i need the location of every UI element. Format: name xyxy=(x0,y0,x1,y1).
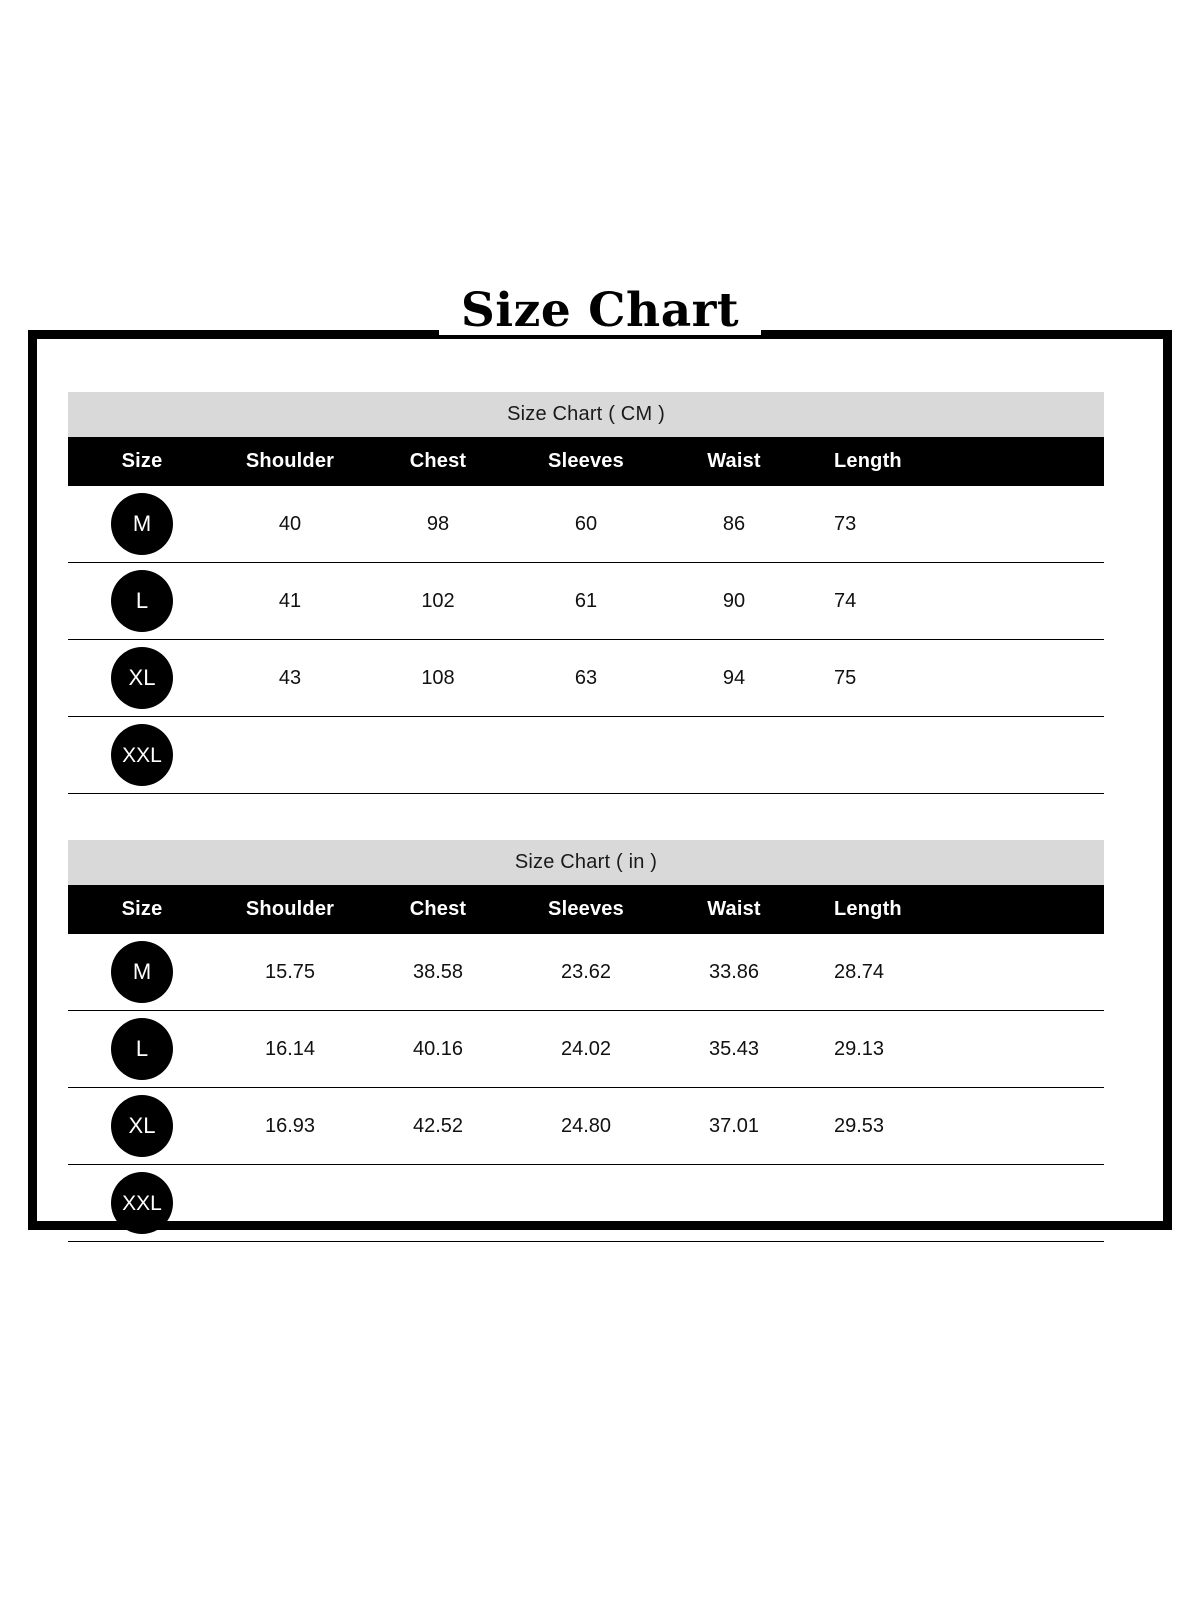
column-header-spacer xyxy=(956,885,1104,934)
table-row xyxy=(68,563,1104,640)
cell-waist: 90 xyxy=(660,563,808,640)
size-badge: XXL xyxy=(111,724,173,786)
page-title-wrap xyxy=(0,283,1200,338)
cell-length: 29.53 xyxy=(808,1088,956,1165)
cell-size xyxy=(68,934,216,1011)
cell-sleeves: 63 xyxy=(512,640,660,717)
cell-size xyxy=(68,486,216,563)
table-band-row xyxy=(68,392,1104,437)
cell-chest: 42.52 xyxy=(364,1088,512,1165)
cell-spacer xyxy=(956,717,1104,794)
cell-shoulder: 43 xyxy=(216,640,364,717)
cell-sleeves: 24.80 xyxy=(512,1088,660,1165)
table-row xyxy=(68,717,1104,794)
cell-chest xyxy=(364,1165,512,1242)
table-band-label: Size Chart ( in ) xyxy=(68,840,1104,885)
cell-length: 73 xyxy=(808,486,956,563)
cell-waist: 86 xyxy=(660,486,808,563)
cell-shoulder: 41 xyxy=(216,563,364,640)
cell-sleeves: 23.62 xyxy=(512,934,660,1011)
column-header-sleeves: Sleeves xyxy=(512,885,660,934)
cell-chest: 98 xyxy=(364,486,512,563)
cell-waist: 94 xyxy=(660,640,808,717)
cell-shoulder xyxy=(216,717,364,794)
cell-length: 75 xyxy=(808,640,956,717)
cell-length xyxy=(808,1165,956,1242)
cell-sleeves xyxy=(512,717,660,794)
cell-waist xyxy=(660,1165,808,1242)
tables-container xyxy=(68,392,1104,1242)
size-badge: M xyxy=(111,941,173,1003)
cell-waist: 33.86 xyxy=(660,934,808,1011)
tables-gap xyxy=(68,794,1104,840)
cell-length: 28.74 xyxy=(808,934,956,1011)
cell-size xyxy=(68,640,216,717)
table-band-label: Size Chart ( CM ) xyxy=(68,392,1104,437)
table-row xyxy=(68,1011,1104,1088)
size-badge: XXL xyxy=(111,1172,173,1234)
cell-waist: 35.43 xyxy=(660,1011,808,1088)
column-header-length: Length xyxy=(808,437,956,486)
cell-waist xyxy=(660,717,808,794)
column-header-length: Length xyxy=(808,885,956,934)
column-header-waist: Waist xyxy=(660,885,808,934)
cell-shoulder: 40 xyxy=(216,486,364,563)
column-header-spacer xyxy=(956,437,1104,486)
column-header-waist: Waist xyxy=(660,437,808,486)
table-body-in xyxy=(68,934,1104,1242)
column-header-size: Size xyxy=(68,885,216,934)
column-header-size: Size xyxy=(68,437,216,486)
cell-chest: 38.58 xyxy=(364,934,512,1011)
cell-size xyxy=(68,1011,216,1088)
cell-spacer xyxy=(956,1165,1104,1242)
table-row xyxy=(68,640,1104,717)
size-table-cm xyxy=(68,392,1104,794)
cell-shoulder: 16.93 xyxy=(216,1088,364,1165)
cell-shoulder: 16.14 xyxy=(216,1011,364,1088)
size-table-in xyxy=(68,840,1104,1242)
cell-spacer xyxy=(956,1011,1104,1088)
cell-size xyxy=(68,563,216,640)
cell-length xyxy=(808,717,956,794)
cell-length: 29.13 xyxy=(808,1011,956,1088)
cell-chest xyxy=(364,717,512,794)
table-row xyxy=(68,1165,1104,1242)
size-table-cm-block xyxy=(68,392,1104,794)
column-header-chest: Chest xyxy=(364,437,512,486)
size-badge: L xyxy=(111,1018,173,1080)
table-row xyxy=(68,486,1104,563)
cell-chest: 108 xyxy=(364,640,512,717)
cell-spacer xyxy=(956,640,1104,717)
cell-shoulder xyxy=(216,1165,364,1242)
page-title: Size Chart xyxy=(439,286,761,335)
cell-shoulder: 15.75 xyxy=(216,934,364,1011)
size-badge: XL xyxy=(111,1095,173,1157)
cell-size xyxy=(68,1165,216,1242)
column-header-shoulder: Shoulder xyxy=(216,437,364,486)
table-row xyxy=(68,934,1104,1011)
cell-sleeves: 61 xyxy=(512,563,660,640)
cell-size xyxy=(68,1088,216,1165)
cell-sleeves: 60 xyxy=(512,486,660,563)
cell-spacer xyxy=(956,563,1104,640)
cell-chest: 40.16 xyxy=(364,1011,512,1088)
cell-spacer xyxy=(956,1088,1104,1165)
size-table-in-block xyxy=(68,840,1104,1242)
cell-sleeves xyxy=(512,1165,660,1242)
table-header-row xyxy=(68,885,1104,934)
cell-chest: 102 xyxy=(364,563,512,640)
size-badge: M xyxy=(111,493,173,555)
table-row xyxy=(68,1088,1104,1165)
column-header-shoulder: Shoulder xyxy=(216,885,364,934)
cell-size xyxy=(68,717,216,794)
cell-spacer xyxy=(956,934,1104,1011)
size-badge: XL xyxy=(111,647,173,709)
column-header-sleeves: Sleeves xyxy=(512,437,660,486)
cell-spacer xyxy=(956,486,1104,563)
cell-waist: 37.01 xyxy=(660,1088,808,1165)
column-header-chest: Chest xyxy=(364,885,512,934)
table-body-cm xyxy=(68,486,1104,794)
table-header-row xyxy=(68,437,1104,486)
cell-length: 74 xyxy=(808,563,956,640)
cell-sleeves: 24.02 xyxy=(512,1011,660,1088)
table-band-row xyxy=(68,840,1104,885)
size-badge: L xyxy=(111,570,173,632)
